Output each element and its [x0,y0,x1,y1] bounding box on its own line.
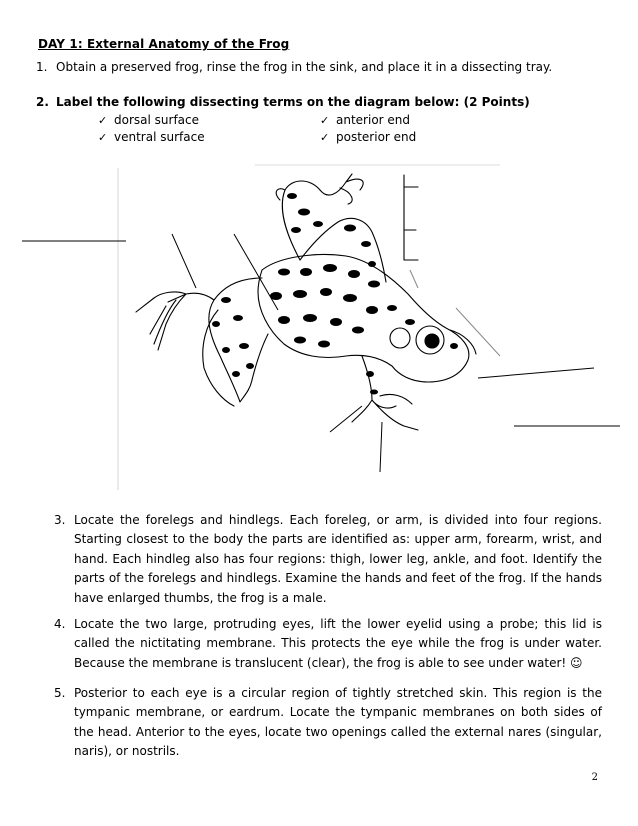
term-label: dorsal surface [114,113,199,127]
term-dorsal-surface [98,112,199,129]
pointer-line [234,234,278,310]
step-text: Label the following dissecting terms on the diagram below: (2 Points) [56,95,530,109]
checkmark-icon: ✓ [98,131,108,144]
paragraph-number: 5. [54,686,66,700]
snout [450,330,476,354]
paragraph-number: 3. [54,513,66,527]
foreleg [352,356,418,430]
tympanic-membrane [390,328,410,348]
pointer-line [410,270,418,288]
term-anterior-end [320,112,410,129]
paragraph-number: 4. [54,617,66,631]
paragraph-text: Locate the two large, protruding eyes, lift the lower eyelid using a probe; this lid is called the nictitating membrane. This protects the eye while the frog is under water. Because the membrane is translucent (clear), the frog is able to see under water! ☺ [74,617,602,670]
frog-diagram [0,160,638,510]
pointer-line [172,234,196,288]
frog-pupil [425,334,439,348]
paragraph-text: Posterior to each eye is a circular region of tightly stretched skin. This region is the tympanic membrane, or eardrum. Locate the tympanic membranes on both sides of the head. Anterior to the eyes, locate two openings called the external nares (singular, naris), or nostrils. [74,686,602,759]
pointer-line [478,368,594,378]
checkmark-icon: ✓ [98,114,108,127]
term-posterior-end [320,129,416,146]
paragraph-5 [54,684,602,762]
extended-hind-leg [136,278,268,402]
term-label: anterior end [336,113,411,127]
step-number: 2. [36,95,49,109]
pointer-line [330,406,362,432]
frog-body [258,255,469,382]
checkmark-icon: ✓ [320,131,330,144]
step-1 [36,57,616,77]
region-bracket [404,175,418,260]
paragraph-text: Locate the forelegs and hindlegs. Each foreleg, or arm, is divided into four regions. Starting closest to the body the parts are identified as: upper arm, forearm, wrist, and hand. Each hindleg also has four regions: thigh, lower leg, ankle, and foot. Identify the parts of the forelegs and hindlegs. Examine the hands and feet of the frog. If the hands have enlarged thumbs, the frog is a male. [74,513,602,605]
pointer-line [380,422,382,472]
paragraph-4 [54,615,602,673]
pointer-line [456,308,500,356]
term-ventral-surface [98,129,205,146]
step-text: Obtain a preserved frog, rinse the frog in the sink, and place it in a dissecting tray. [56,60,553,74]
frog-spots [212,193,458,395]
section-title: DAY 1: External Anatomy of the Frog [38,37,290,51]
label-lines [22,234,620,472]
step-number: 1. [36,60,48,74]
term-label: posterior end [336,130,417,144]
term-label: ventral surface [114,130,205,144]
paragraph-3 [54,511,602,608]
checkmark-icon: ✓ [320,114,330,127]
step-2 [36,92,530,112]
page-number: 2 [591,772,598,783]
